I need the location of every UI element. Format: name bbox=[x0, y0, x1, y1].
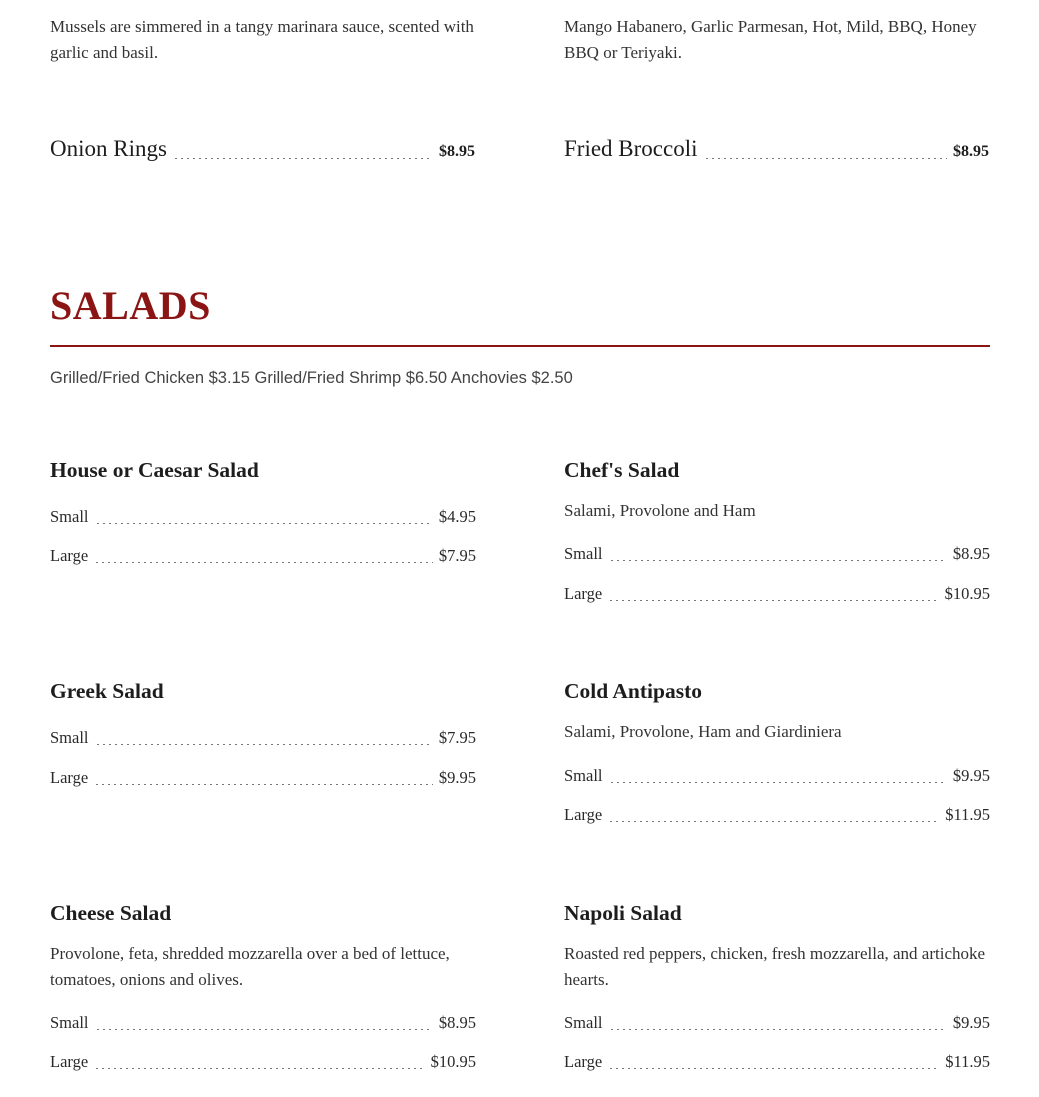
dot-leader bbox=[608, 821, 939, 822]
salad-title: Chef's Salad bbox=[564, 458, 680, 482]
size-label: Large bbox=[564, 1052, 603, 1071]
section-divider bbox=[50, 345, 990, 347]
size-price: $9.95 bbox=[952, 766, 990, 785]
size-label: Large bbox=[50, 768, 89, 787]
dot-leader bbox=[95, 1029, 433, 1030]
dot-leader bbox=[609, 1029, 947, 1030]
menu-item-fried-broccoli bbox=[564, 136, 989, 162]
salad-description: Salami, Provolone and Ham bbox=[564, 501, 756, 520]
size-row-small bbox=[564, 544, 990, 564]
size-row-large bbox=[50, 1052, 476, 1072]
item-price: $8.95 bbox=[953, 143, 989, 160]
dot-leader bbox=[608, 600, 938, 601]
size-price: $9.95 bbox=[952, 1013, 990, 1032]
dot-leader bbox=[94, 784, 433, 785]
size-label: Small bbox=[564, 766, 603, 785]
salad-title: Cold Antipasto bbox=[564, 679, 702, 703]
salad-description: Salami, Provolone, Ham and Giardiniera bbox=[564, 722, 842, 741]
size-price: $8.95 bbox=[438, 1013, 476, 1032]
size-price: $9.95 bbox=[438, 768, 476, 787]
dot-leader bbox=[95, 523, 433, 524]
salad-description: Roasted red peppers, chicken, fresh mozzarella, and artichoke hearts. bbox=[564, 944, 986, 989]
size-row-small bbox=[564, 766, 990, 786]
size-price: $8.95 bbox=[952, 544, 990, 563]
size-label: Small bbox=[564, 1013, 603, 1032]
salad-addons: Grilled/Fried Chicken $3.15 Grilled/Fried Shrimp $6.50 Anchovies $2.50 bbox=[50, 369, 573, 387]
size-label: Small bbox=[50, 1013, 89, 1032]
salad-title: House or Caesar Salad bbox=[50, 458, 259, 482]
size-price: $11.95 bbox=[945, 805, 990, 824]
dot-leader bbox=[608, 1068, 939, 1069]
size-price: $11.95 bbox=[945, 1052, 990, 1071]
wings-description: Mango Habanero, Garlic Parmesan, Hot, Mild, BBQ, Honey BBQ or Teriyaki. bbox=[564, 17, 977, 62]
salad-title: Cheese Salad bbox=[50, 901, 172, 925]
size-row-small bbox=[50, 1013, 476, 1033]
size-price: $10.95 bbox=[430, 1052, 476, 1071]
size-label: Large bbox=[50, 1052, 89, 1071]
item-price: $8.95 bbox=[439, 143, 475, 160]
size-price: $10.95 bbox=[944, 584, 990, 603]
size-label: Small bbox=[50, 507, 89, 526]
item-name: Onion Rings bbox=[50, 136, 167, 161]
size-price: $7.95 bbox=[438, 728, 476, 747]
item-name: Fried Broccoli bbox=[564, 136, 698, 161]
size-row-large bbox=[564, 1052, 990, 1072]
size-label: Large bbox=[50, 546, 89, 565]
salad-title: Napoli Salad bbox=[564, 901, 682, 925]
size-label: Large bbox=[564, 584, 603, 603]
salad-title: Greek Salad bbox=[50, 679, 164, 703]
size-price: $4.95 bbox=[438, 507, 476, 526]
dot-leader bbox=[94, 1068, 424, 1069]
size-row-small bbox=[564, 1013, 990, 1033]
menu-item-onion-rings bbox=[50, 136, 475, 162]
size-row-large bbox=[50, 546, 476, 566]
dot-leader bbox=[95, 744, 433, 745]
size-row-large bbox=[50, 768, 476, 788]
size-row-small bbox=[50, 728, 476, 748]
dot-leader bbox=[94, 562, 433, 563]
dot-leader bbox=[704, 158, 948, 159]
salad-description: Provolone, feta, shredded mozzarella over a bed of lettuce, tomatoes, onions and olives. bbox=[50, 944, 450, 989]
dot-leader bbox=[609, 782, 947, 783]
size-row-large bbox=[564, 584, 990, 604]
size-row-small bbox=[50, 507, 476, 527]
dot-leader bbox=[609, 560, 947, 561]
size-label: Large bbox=[564, 805, 603, 824]
section-title-salads: SALADS bbox=[50, 283, 211, 328]
size-row-large bbox=[564, 805, 990, 825]
mussels-description: Mussels are simmered in a tangy marinara sauce, scented with garlic and basil. bbox=[50, 17, 474, 62]
size-label: Small bbox=[564, 544, 603, 563]
size-price: $7.95 bbox=[438, 546, 476, 565]
size-label: Small bbox=[50, 728, 89, 747]
dot-leader bbox=[173, 158, 433, 159]
